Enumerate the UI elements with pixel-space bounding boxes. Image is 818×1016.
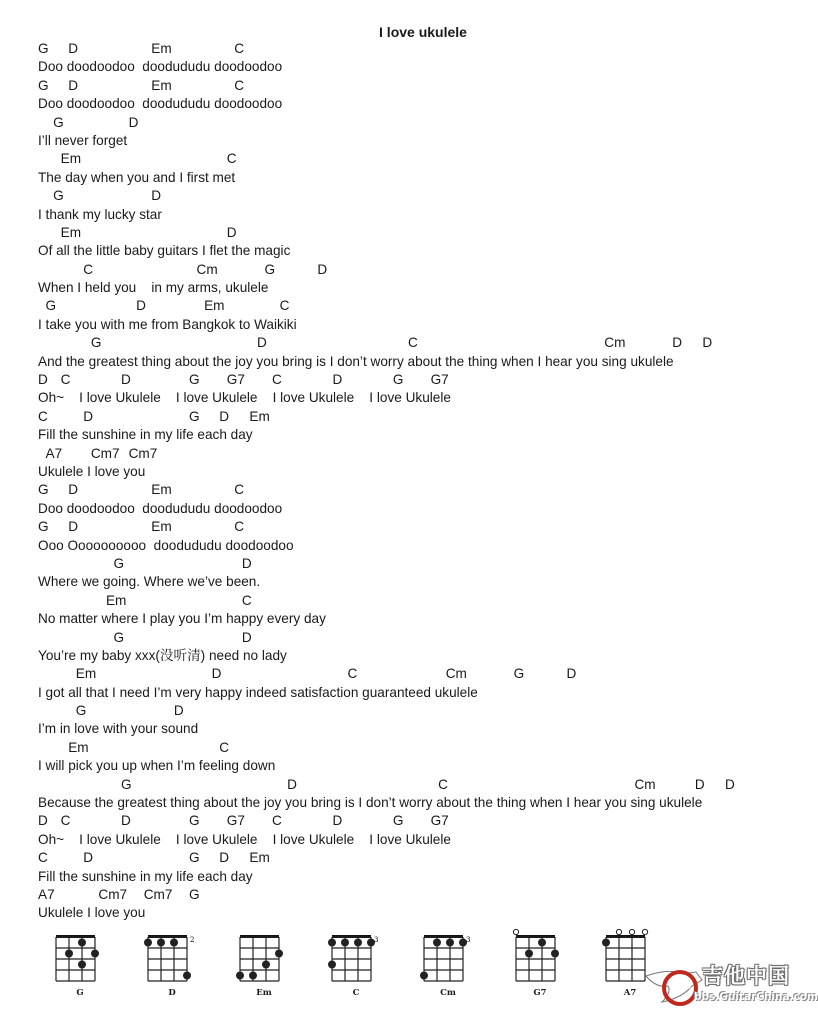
chord-symbol: G	[189, 886, 200, 902]
chord-symbol: Cm7	[98, 886, 128, 902]
chord-line	[38, 739, 808, 757]
chord-symbol: Em	[249, 850, 270, 866]
finger-dot	[433, 939, 441, 947]
chord-line	[38, 334, 808, 352]
chord-symbol: C	[234, 482, 245, 498]
lyric-line: Because the greatest thing about the joy you bring is I don’t worry about the thing when I hear you sing ukulele	[38, 795, 703, 811]
chord-line	[38, 812, 808, 830]
lyric-line: You’re my baby xxx(没听清) need no lady	[38, 647, 287, 663]
chord-line	[38, 555, 808, 573]
chord-symbol: D	[566, 666, 577, 682]
logo-text: 吉他中国	[702, 964, 790, 988]
finger-dot	[144, 939, 152, 947]
chord-grid	[326, 928, 386, 986]
chord-symbol: D	[702, 335, 713, 351]
chord-line	[38, 40, 808, 58]
chord-symbol: Cm	[634, 776, 656, 792]
chord-symbol: G	[189, 408, 200, 424]
chord-symbol: D	[173, 703, 184, 719]
chord-symbol: C	[272, 813, 282, 829]
chord-symbol: C	[38, 850, 48, 866]
chord-symbol: D	[725, 776, 735, 792]
chord-symbol: Em	[105, 592, 127, 608]
finger-dot	[78, 961, 86, 969]
chord-symbol: Cm7	[143, 886, 173, 902]
finger-dot	[275, 950, 283, 958]
lyric-line: Where we going. Where we’ve been.	[38, 574, 261, 590]
chord-symbol: C	[347, 666, 358, 682]
open-string-marker	[513, 929, 518, 934]
fret-number: 3	[466, 936, 471, 944]
lyric-line: Fill the sunshine in my life each day	[38, 868, 253, 884]
chord-diagram	[142, 928, 202, 1008]
chord-symbol: C	[60, 372, 71, 388]
chord-line	[38, 776, 808, 794]
finger-dot	[328, 961, 336, 969]
finger-dot	[551, 950, 559, 958]
chord-line	[38, 297, 808, 315]
chord-line	[38, 408, 808, 426]
chord-symbol: A7	[38, 886, 55, 902]
chord-symbol: D	[68, 519, 79, 535]
chord-symbol: D	[219, 408, 230, 424]
chord-symbol: G	[53, 114, 64, 130]
chord-grid	[142, 928, 202, 986]
lyric-line: I’m in love with your sound	[38, 721, 199, 737]
lyric-line: Oh~ I love Ukulele I love Ukulele I love Ukulele I love Ukulele	[38, 390, 451, 406]
lyric-line: Ukulele I love you	[38, 463, 146, 479]
chord-symbol: D	[287, 776, 297, 792]
chord-diagram-name: A7	[623, 988, 637, 998]
chord-symbol: Em	[68, 739, 89, 755]
chord-diagram-name: C	[352, 988, 360, 998]
finger-dot	[354, 939, 362, 947]
chord-symbol: D	[68, 482, 79, 498]
lyric-line: Doo doodoodoo doodududu doodoodoo	[38, 500, 283, 516]
chord-symbol: G	[38, 41, 49, 56]
chord-diagram	[326, 928, 386, 1008]
chord-symbol: Cm7	[128, 445, 158, 461]
chord-symbol: C	[438, 776, 448, 792]
chord-symbol: D	[38, 813, 48, 829]
finger-dot	[538, 939, 546, 947]
chord-diagram	[510, 928, 570, 1008]
chord-symbol: G	[513, 666, 525, 682]
finger-dot	[65, 950, 73, 958]
chord-symbol: G	[38, 482, 49, 498]
chord-symbol: D	[68, 77, 79, 93]
lyric-line: Ukulele I love you	[38, 905, 146, 921]
chord-symbol: G	[113, 629, 125, 645]
chord-symbol: G7	[226, 813, 245, 829]
chord-symbol: G	[264, 261, 276, 277]
chord-symbol: D	[256, 335, 267, 351]
chord-symbol: G	[75, 703, 87, 719]
chord-symbol: Cm7	[90, 445, 120, 461]
chord-symbol: C	[272, 372, 282, 388]
finger-dot	[525, 950, 533, 958]
chord-symbol: D	[38, 372, 48, 388]
lyric-line: Ooo Oooooooooo doodududu doodoodoo	[38, 537, 294, 553]
chord-symbol: D	[83, 850, 94, 866]
site-logo	[642, 958, 818, 1010]
chord-symbol: C	[60, 813, 71, 829]
chord-symbol: G	[392, 372, 404, 388]
chord-symbol: G	[189, 813, 200, 829]
chord-symbol: C	[234, 77, 245, 93]
chord-symbol: D	[121, 372, 131, 388]
finger-dot	[170, 939, 178, 947]
chord-symbol: G	[53, 188, 64, 204]
chord-symbol: C	[279, 298, 290, 314]
chord-diagram-name: G7	[533, 988, 547, 998]
chord-symbol: Em	[60, 224, 82, 240]
chord-sheet	[38, 40, 808, 923]
lyric-line: Fill the sunshine in my life each day	[38, 427, 253, 443]
chord-symbol: Em	[60, 151, 82, 167]
finger-dot	[236, 972, 244, 980]
finger-dot	[78, 939, 86, 947]
chord-symbol: C	[234, 519, 245, 535]
chord-symbol: G	[121, 776, 132, 792]
finger-dot	[249, 972, 257, 980]
chord-line	[38, 849, 808, 867]
chord-symbol: G7	[226, 372, 245, 388]
chord-line	[38, 187, 808, 205]
chord-symbol: Em	[249, 408, 270, 424]
chord-line	[38, 518, 808, 536]
chord-diagram	[418, 928, 478, 1008]
chord-line	[38, 77, 808, 95]
lyric-line: No matter where I play you I’m happy every day	[38, 611, 326, 627]
lyric-line: Of all the little baby guitars I flet the magic	[38, 243, 291, 259]
chord-symbol: G	[45, 298, 57, 314]
chord-diagram-name: Cm	[440, 988, 456, 998]
chord-symbol: G	[392, 813, 404, 829]
chord-line	[38, 702, 808, 720]
chord-line	[38, 261, 808, 279]
chord-symbol: Cm	[445, 666, 467, 682]
chord-grid	[234, 928, 294, 986]
chord-symbol: C	[83, 261, 94, 277]
chord-line	[38, 224, 808, 242]
fret-number: 3	[374, 936, 379, 944]
chord-diagram	[234, 928, 294, 1008]
chord-symbol: G	[113, 555, 125, 571]
chord-symbol: D	[332, 813, 343, 829]
lyric-line: The day when you and I first met	[38, 169, 236, 185]
chord-symbol: D	[211, 666, 222, 682]
lyric-line: I take you with me from Bangkok to Waikiki	[38, 316, 297, 332]
chord-line	[38, 592, 808, 610]
chord-symbol: Em	[151, 41, 172, 56]
lyric-line: And the greatest thing about the joy you bring is I don’t worry about the thing when I hear you sing ukulele	[38, 353, 674, 369]
chord-symbol: Em	[151, 519, 172, 535]
lyric-line: Doo doodoodoo doodududu doodoodoo	[38, 59, 283, 75]
chord-symbol: Em	[75, 666, 97, 682]
finger-dot	[602, 939, 610, 947]
chord-diagram-name: D	[168, 988, 176, 998]
song-title: I love ukulele	[379, 24, 467, 40]
chord-symbol: G7	[430, 813, 449, 829]
lyric-line: When I held you in my arms, ukulele	[38, 280, 269, 296]
chord-line	[38, 629, 808, 647]
chord-line	[38, 371, 808, 389]
chord-symbol: D	[241, 629, 252, 645]
chord-symbol: C	[219, 739, 230, 755]
finger-dot	[262, 961, 270, 969]
lyric-line: Doo doodoodoo doodududu doodoodoo	[38, 96, 283, 112]
chord-symbol: G7	[430, 372, 449, 388]
finger-dot	[91, 950, 99, 958]
chord-symbol: Cm	[196, 261, 218, 277]
chord-diagram-name: Em	[256, 988, 272, 998]
finger-dot	[183, 972, 191, 980]
chord-grid	[418, 928, 478, 986]
chord-symbol: Em	[151, 77, 172, 93]
chord-symbol: G	[189, 372, 200, 388]
open-string-marker	[629, 929, 634, 934]
lyric-line: Oh~ I love Ukulele I love Ukulele I love Ukulele I love Ukulele	[38, 831, 451, 847]
chord-symbol: D	[694, 776, 705, 792]
chord-line	[38, 445, 808, 463]
chord-symbol: G	[90, 335, 102, 351]
chord-line	[38, 665, 808, 683]
fret-number: 2	[190, 936, 195, 944]
chord-line	[38, 114, 808, 132]
chord-symbol: D	[219, 850, 230, 866]
chord-symbol: G	[38, 77, 49, 93]
open-string-marker	[642, 929, 647, 934]
open-string-marker	[616, 929, 621, 934]
finger-dot	[328, 939, 336, 947]
chord-symbol: D	[136, 298, 146, 314]
finger-dot	[446, 939, 454, 947]
chord-symbol: Cm	[604, 335, 626, 351]
chord-symbol: D	[83, 408, 94, 424]
finger-dot	[341, 939, 349, 947]
chord-diagram-name: G	[76, 988, 84, 998]
chord-symbol: C	[38, 408, 48, 424]
finger-dot	[157, 939, 165, 947]
chord-symbol: D	[241, 555, 252, 571]
chord-line	[38, 886, 808, 904]
chord-symbol: A7	[45, 445, 63, 461]
chord-symbol: C	[241, 592, 252, 608]
chord-line	[38, 481, 808, 499]
chord-symbol: D	[151, 188, 162, 204]
chord-symbol: C	[407, 335, 418, 351]
chord-symbol: D	[226, 224, 237, 240]
chord-symbol: Em	[151, 482, 172, 498]
chord-line	[38, 150, 808, 168]
chord-symbol: D	[332, 372, 343, 388]
logo-url: bbs.GuitarChina.com	[694, 991, 818, 1003]
finger-dot	[420, 972, 428, 980]
chord-grid	[50, 928, 110, 986]
chord-symbol: Em	[204, 298, 225, 314]
lyric-line: I got all that I need I’m very happy indeed satisfaction guaranteed ukulele	[38, 684, 478, 700]
lyric-line: I thank my lucky star	[38, 206, 162, 222]
chord-symbol: D	[128, 114, 139, 130]
chord-symbol: C	[226, 151, 237, 167]
lyric-line: I will pick you up when I’m feeling down	[38, 758, 276, 774]
chord-symbol: C	[234, 41, 245, 56]
chord-symbol: G	[38, 519, 49, 535]
chord-symbol: D	[317, 261, 328, 277]
chord-diagram	[50, 928, 110, 1008]
chord-symbol: D	[121, 813, 131, 829]
chord-symbol: D	[68, 41, 79, 56]
chord-symbol: G	[189, 850, 200, 866]
chord-symbol: D	[672, 335, 683, 351]
lyric-line: I’ll never forget	[38, 132, 128, 148]
chord-grid	[510, 928, 570, 986]
